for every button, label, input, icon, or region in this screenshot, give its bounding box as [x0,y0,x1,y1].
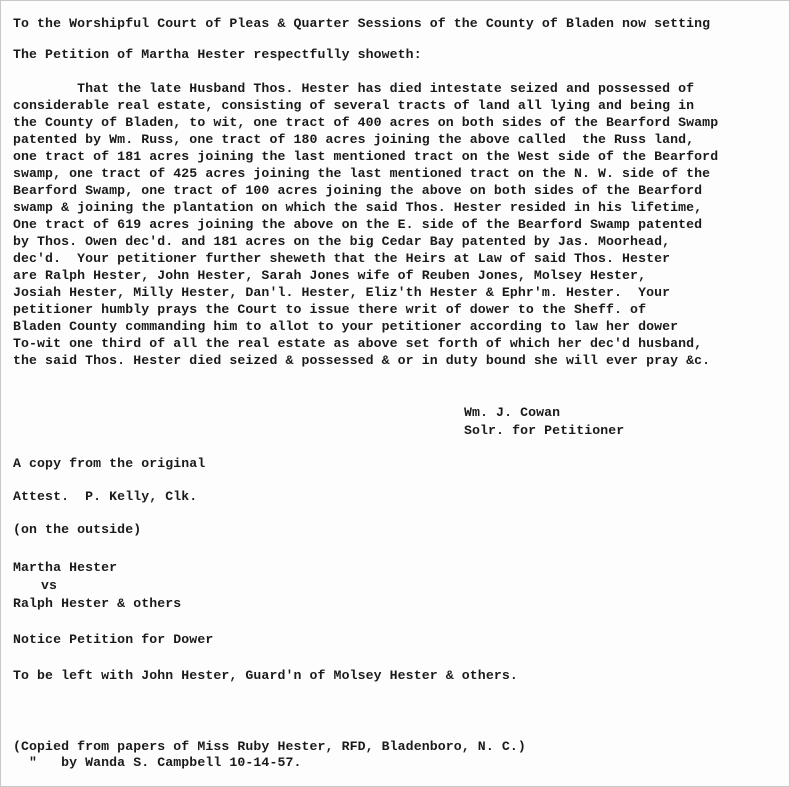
petition-intro: The Petition of Martha Hester respectfully showeth: [13,47,422,62]
body-line: Bladen County commanding him to allot to your petitioner according to law her dower [13,319,679,334]
body-line: Bearford Swamp, one tract of 100 acres joining the above on both sides of the Bearford [13,183,703,198]
body-line: patented by Wm. Russ, one tract of 180 acres joining the above called the Russ land, [13,132,695,147]
case-defendant: Ralph Hester & others [13,596,182,611]
body-line: dec'd. Your petitioner further sheweth that the Heirs at Law of said Thos. Hester [13,251,671,266]
court-heading: To the Worshipful Court of Pleas & Quarter Sessions of the County of Bladen now setting [13,16,711,31]
case-plaintiff: Martha Hester [13,560,118,575]
body-line: That the late Husband Thos. Hester has died intestate seized and possessed of [13,81,695,96]
notice-line: Notice Petition for Dower [13,632,214,647]
copied-from-line: (Copied from papers of Miss Ruby Hester, RFD, Bladenboro, N. C.) [13,739,526,754]
signature-title: Solr. for Petitioner [464,423,625,438]
body-line: One tract of 619 acres joining the above on the E. side of the Bearford Swamp patented [13,217,703,232]
copied-by-line: " by Wanda S. Campbell 10-14-57. [13,755,302,770]
body-line: swamp & joining the plantation on which the said Thos. Hester resided in his lifetime, [13,200,703,215]
case-vs: vs [41,578,58,593]
body-line: considerable real estate, consisting of several tracts of land all lying and being in [13,98,695,113]
body-line: one tract of 181 acres joining the last mentioned tract on the West side of the Bearford [13,149,719,164]
outside-note: (on the outside) [13,522,142,537]
copy-note: A copy from the original [13,456,206,471]
body-line: are Ralph Hester, John Hester, Sarah Jones wife of Reuben Jones, Molsey Hester, [13,268,647,283]
body-line: Josiah Hester, Milly Hester, Dan'l. Hester, Eliz'th Hester & Ephr'm. Hester. Your [13,285,671,300]
body-line: petitioner humbly prays the Court to issue there writ of dower to the Sheff. of [13,302,647,317]
to-be-left-line: To be left with John Hester, Guard'n of Molsey Hester & others. [13,668,518,683]
body-line: To-wit one third of all the real estate as above set forth of which her dec'd husband, [13,336,703,351]
body-line: swamp, one tract of 425 acres joining the last mentioned tract on the N. W. side of the [13,166,711,181]
signature-name: Wm. J. Cowan [464,405,561,420]
body-line: the said Thos. Hester died seized & possessed & or in duty bound she will ever pray &c. [13,353,711,368]
body-line: by Thos. Owen dec'd. and 181 acres on the big Cedar Bay patented by Jas. Moorhead, [13,234,671,249]
body-line: the County of Bladen, to wit, one tract of 400 acres on both sides of the Bearford Swamp [13,115,719,130]
attest-line: Attest. P. Kelly, Clk. [13,489,198,504]
